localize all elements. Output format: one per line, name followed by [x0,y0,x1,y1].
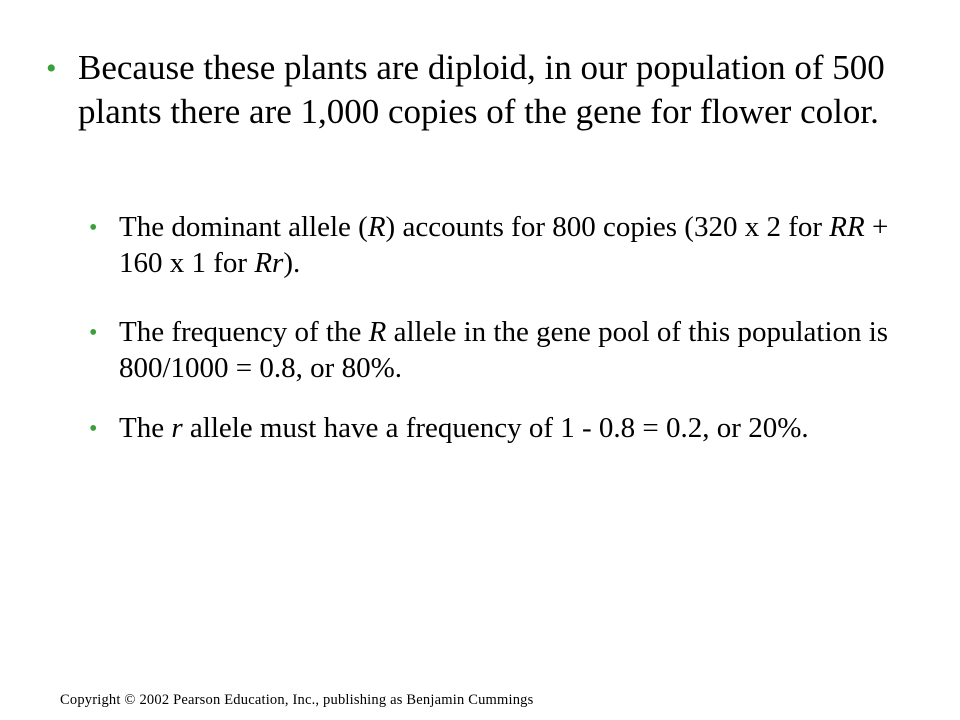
sub-bullet-text [119,209,919,281]
italic-allele: R [367,211,386,243]
italic-allele: r [171,412,183,444]
text-span: The frequency of the [119,316,369,348]
text-span: ). [283,247,301,279]
sub-bullet-r-frequency [89,314,919,386]
italic-genotype: Rr [254,247,284,279]
italic-genotype: RR [829,211,865,243]
main-bullet [46,46,906,134]
text-span: allele must have a frequency of 1 - 0.8 = 0.2, or 20%. [182,412,809,444]
text-span: ) accounts for 800 copies (320 x 2 for [385,211,830,243]
italic-allele: R [368,316,387,348]
bullet-dot-icon: • [89,320,98,346]
text-span: allele in the gene pool of this population is 800/1000 = 0.8, or 80%. [119,316,889,384]
bullet-dot-icon: • [89,215,98,241]
sub-bullet-dominant-allele [89,209,919,281]
main-bullet-text: Because these plants are diploid, in our population of 500 plants there are 1,000 copies of the gene for flower color. [78,48,885,131]
sub-bullet-recessive-frequency [89,410,919,446]
text-span: The [119,412,172,444]
bullet-dot-icon: • [89,416,98,442]
sub-bullet-text [119,314,919,386]
bullet-dot-icon: • [46,52,57,85]
text-span: + 160 x 1 for [119,211,889,279]
sub-bullet-text [119,410,919,446]
text-span: The dominant allele ( [119,211,368,243]
copyright-footer: Copyright © 2002 Pearson Education, Inc., publishing as Benjamin Cummings [60,692,534,708]
